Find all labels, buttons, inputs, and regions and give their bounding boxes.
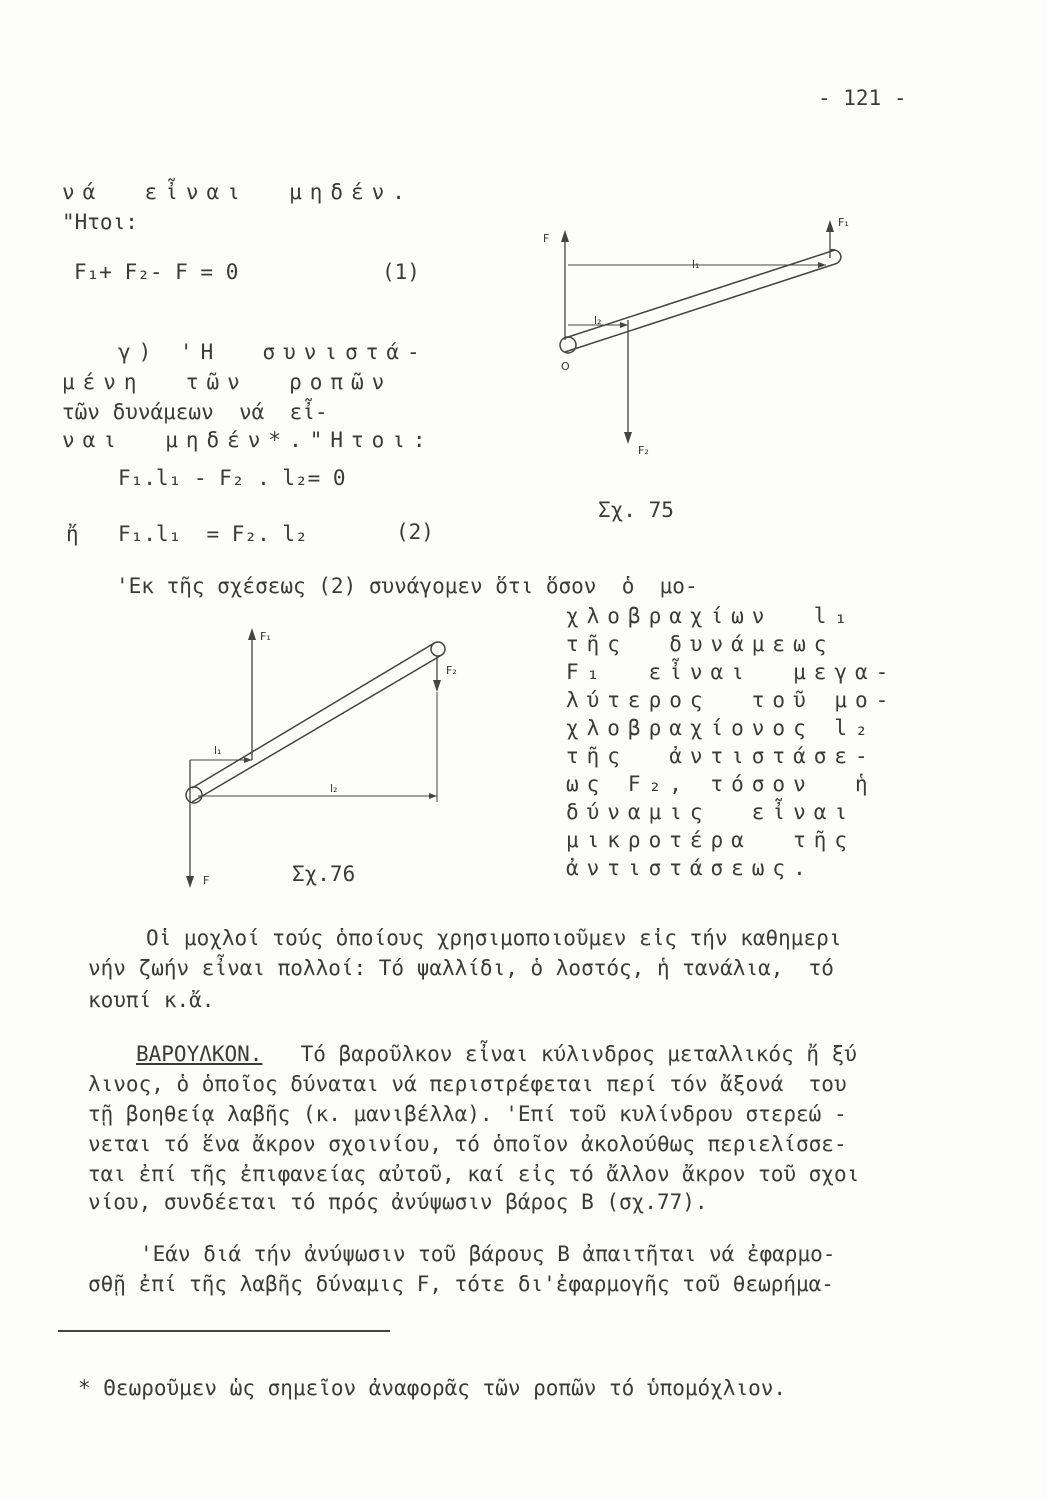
force-F1-arrow (826, 220, 834, 232)
text-line: Οἱ μοχλοί τούς ὁποίους χρησιμοποιοῦμεν εἰς τήν καθημερι (146, 926, 842, 950)
text-line: γ) 'Η συνιστά- (118, 340, 428, 364)
text-line: χλοβραχίονος l₂ (566, 716, 876, 740)
label-l1: l₁ (692, 258, 700, 271)
force-F-arrow (561, 230, 569, 242)
label-F1: F₁ (260, 630, 271, 643)
label-F2: F₂ (446, 664, 457, 677)
text-line: τῶν δυνάμεων νά εἶ- (62, 400, 328, 424)
text-line: λύτερος τοῦ μο- (566, 688, 897, 712)
text-line: δύναμις εἶναι (566, 800, 856, 824)
label-O: O (561, 360, 570, 373)
page-number: - 121 - (818, 86, 907, 110)
text-line: 'Εκ τῆς σχέσεως (2) συνάγομεν ὅτι ὅσον ὁ μο- (116, 574, 698, 598)
section-heading: ΒΑΡΟΥΛΚΟΝ. (136, 1042, 263, 1066)
text-line: ἀντιστάσεως. (566, 856, 814, 880)
text-line: ως F₂, τόσον ἡ (566, 772, 876, 796)
label-l2: l₂ (330, 782, 338, 795)
footnote: * Θεωροῦμεν ὡς σημεῖον ἀναφορᾶς τῶν ροπῶν τό ὑπομόχλιον. (78, 1376, 787, 1400)
text-line: κουπί κ.ἄ. (88, 988, 215, 1012)
text-line: ται ἐπί τῆς ἐπιφανείας αὐτοῦ, καί εἰς τό ἄλλον ἄκρον τοῦ σχοι (88, 1162, 860, 1186)
text-line: νεται τό ἕνα ἄκρον σχοινίου, τό ὁποῖον ἀκολούθως περιελίσσε- (88, 1132, 847, 1156)
equation-1-number: (1) (382, 260, 420, 284)
equation-2-number: (2) (396, 520, 434, 544)
label-F: F (543, 232, 550, 245)
text-line: λινος, ὁ ὁποῖος δύναται νά περιστρέφεται περί τόν ἄξονά του (88, 1072, 847, 1096)
lever-bar-top (192, 642, 436, 788)
lever-bar-bottom (565, 264, 835, 352)
text-line: F₁ εἶναι μεγα- (566, 660, 897, 684)
text-line: νίου, συνδέεται τό πρός ἀνύψωσιν βάρος B (σχ.77). (88, 1190, 708, 1214)
text-line: μένη τῶν ροπῶν (62, 370, 393, 394)
footnote-divider (58, 1330, 390, 1332)
label-l2: l₂ (594, 314, 602, 327)
equation-2b: F₁.l₁ = F₂. l₂ (118, 522, 308, 546)
force-F-arrow (186, 876, 194, 888)
force-F2-arrow (624, 432, 632, 444)
figure-75-caption: Σχ. 75 (598, 498, 674, 522)
force-F2-arrow (433, 680, 441, 692)
text-line: τῆς ἀντιστάσε- (566, 744, 876, 768)
label-l1: l₁ (214, 744, 222, 757)
lever-bar-bottom (192, 656, 440, 802)
label-F1: F₁ (838, 216, 849, 229)
text-line: τῇ βοηθείᾳ λαβῆς (κ. μανιβέλλα). 'Επί τοῦ κυλίνδρου στερεώ - (88, 1102, 847, 1126)
equation-1: F₁+ F₂- F = 0 (74, 260, 239, 284)
equation-2-prefix: ἤ (66, 522, 79, 546)
text-line: τῆς δυνάμεως (566, 632, 835, 656)
text-line: ναι μηδέν*."Ητοι: (62, 428, 434, 452)
text-line: μικροτέρα τῆς (566, 828, 856, 852)
text-line: χλοβραχίων l₁ (566, 604, 856, 628)
text-line: νά εἶναι μηδέν. (62, 180, 413, 204)
text-line: σθῇ ἐπί τῆς λαβῆς δύναμις F, τότε δι'ἐφαρμογῆς τοῦ θεωρήμα- (88, 1272, 834, 1296)
text-line: Τό βαροῦλκον εἶναι κύλινδρος μεταλλικός ἤ ξύ (288, 1042, 857, 1066)
lever-right-end (431, 642, 445, 656)
label-F2: F₂ (638, 444, 649, 457)
figure-75 (530, 210, 870, 460)
figure-76-caption: Σχ.76 (292, 862, 356, 886)
text-line: 'Εάν διά τήν ἀνύψωσιν τοῦ βάρους B ἀπαιτῆται νά ἐφαρμο- (140, 1242, 836, 1266)
equation-2a: F₁.l₁ - F₂ . l₂= 0 (118, 466, 346, 490)
text-line: "Ητοι: (62, 210, 138, 234)
figure-76 (170, 620, 460, 890)
text-line: νήν ζωήν εἶναι πολλοί: Τό ψαλλίδι, ὁ λοστός, ἡ τανάλια, τό (88, 956, 834, 980)
label-F: F (203, 874, 210, 887)
force-F1-arrow (248, 628, 256, 640)
